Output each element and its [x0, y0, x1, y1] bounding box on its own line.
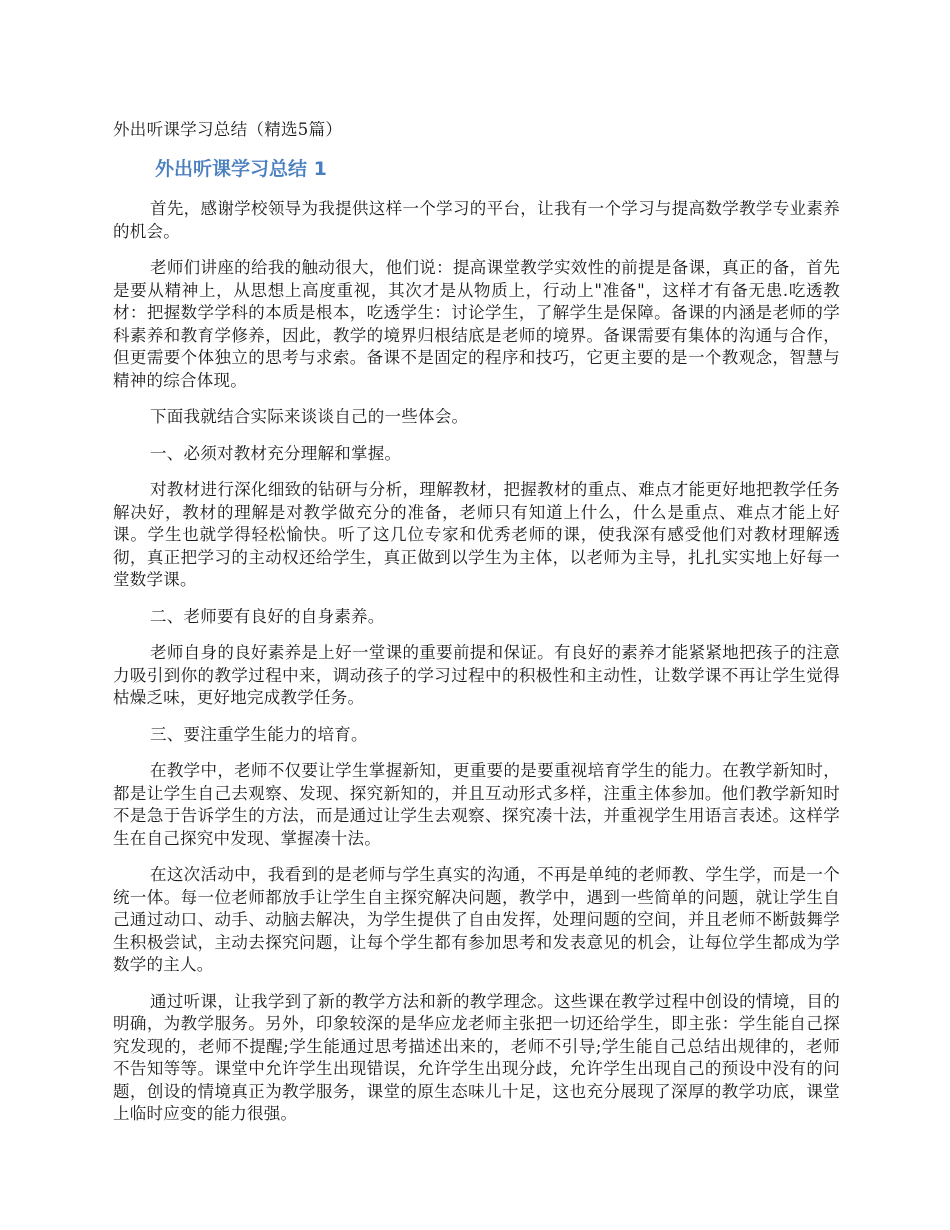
paragraph-lesson-learned: 通过听课，让我学到了新的教学方法和新的教学理念。这些课在教学过程中创设的情境，目的明确，为教学服务。另外，印象较深的是华应龙老师主张把一切还给学生，即主张：学生能自己探究发现的，老师不提醒;学生能通过思考描述出来的，老师不引导;学生能自己总结出规律的，老师不告知等等。课堂中允许学生出现错误，允许学生出现分歧，允许学生出现自己的预设中没有的问题，创设的情境真正为教学服务，课堂的原生态味儿十足，这也充分展现了深厚的教学功底，课堂上临时应变的能力很强。	[113, 991, 840, 1123]
paragraph-point-1: 对教材进行深化细致的钻研与分析，理解教材，把握教材的重点、难点才能更好地把教学任务解决好，教材的理解是对教学做充分的准备，老师只有知道上什么，什么是重点、难点才能上好课。学生也就学得轻松愉快。听了这几位专家和优秀老师的课，使我深有感受他们对教材理解透彻，真正把学习的主动权还给学生，真正做到以学生为主体，以老师为主导，扎扎实实地上好每一堂数学课。	[113, 480, 840, 589]
document-title: 外出听课学习总结（精选5篇）	[113, 120, 343, 139]
subheading-point-3: 三、要注重学生能力的培育。	[150, 724, 368, 744]
paragraph-lecture-impact: 老师们讲座的给我的触动很大，他们说：提高课堂教学实效性的前提是备课，真正的备，首先是要从精神上，从思想上高度重视，其次才是从物质上，行动上"准备"，这样才有备无患.吃透教材：把握数学学科的本质是根本，吃透学生：讨论学生，了解学生是保障。备课的内涵是老师的学科素养和教育学修养，因此，教学的境界归根结底是老师的境界。备课需要有集体的沟通与合作，但更需要个体独立的思考与求索。备课不是固定的程序和技巧，它更主要的是一个教观念，智慧与精神的综合体现。	[113, 258, 840, 390]
section-heading: 外出听课学习总结 1	[155, 158, 327, 180]
paragraph-intro: 首先，感谢学校领导为我提供这样一个学习的平台，让我有一个学习与提高数学教学专业素养的机会。	[113, 199, 840, 241]
subheading-point-2: 二、老师要有良好的自身素养。	[150, 606, 385, 626]
document-page	[113, 118, 840, 1140]
paragraph-point-3: 在教学中，老师不仅要让学生掌握新知，更重要的是要重视培育学生的能力。在教学新知时，都是让学生自己去观察、发现、探究新知的，并且互动形式多样，注重主体参加。他们教学新知时不是急于告诉学生的方法，而是通过让学生去观察、探究凑十法，并重视学生用语言表述。这样学生在自己探究中发现、掌握凑十法。	[113, 761, 840, 848]
paragraph-transition: 下面我就结合实际来谈谈自己的一些体会。	[150, 407, 469, 426]
subheading-point-1: 一、必须对教材充分理解和掌握。	[150, 443, 402, 463]
paragraph-activity: 在这次活动中，我看到的是老师与学生真实的沟通，不再是单纯的老师教、学生学，而是一个统一体。每一位老师都放手让学生自主探究解决问题，教学中，遇到一些简单的问题，就让学生自己通过动口、动手、动脑去解决，为学生提供了自由发挥，处理问题的空间，并且老师不断鼓舞学生积极尝试，主动去探究问题，让每个学生都有参加思考和发表意见的机会，让每位学生都成为学数学的主人。	[113, 865, 840, 974]
paragraph-point-2: 老师自身的良好素养是上好一堂课的重要前提和保证。有良好的素养才能紧紧地把孩子的注意力吸引到你的教学过程中来，调动孩子的学习过程中的积极性和主动性，让数学课不再让学生觉得枯燥乏味，更好地完成教学任务。	[113, 643, 840, 707]
